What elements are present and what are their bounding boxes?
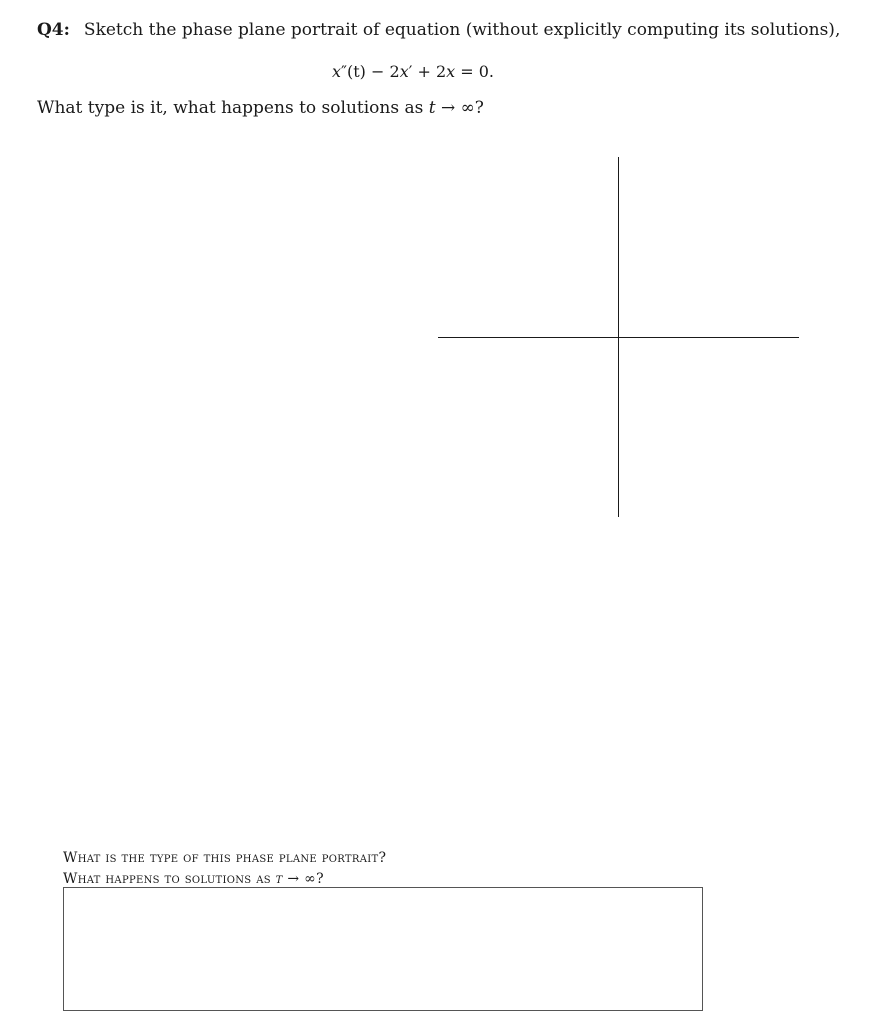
answer-prompt-limit — [63, 871, 324, 887]
eq-x-third: x — [446, 62, 456, 81]
eq-equals-zero: = 0. — [455, 62, 494, 81]
followup-text: What type is it, what happens to solutions as — [37, 98, 429, 118]
followup-t: t — [428, 98, 436, 118]
question-text: Sketch the phase plane portrait of equation (without explicitly computing its solutions), — [83, 20, 841, 40]
answer-prompt-type: What is the type of this phase plane portrait? — [63, 850, 387, 866]
question-label: Q4: — [37, 20, 70, 40]
eq-x-second: x — [399, 62, 409, 81]
eq-plus-two: + 2 — [412, 62, 447, 81]
followup-question — [37, 98, 484, 118]
eq-x: x — [331, 62, 342, 81]
question-line — [37, 20, 840, 40]
eq-double-prime: ″ — [341, 62, 347, 81]
eq-t-argument: (t) — [347, 62, 366, 81]
eq-minus-two: − 2 — [365, 62, 400, 81]
differential-equation — [0, 62, 826, 81]
answer-prompt-arrow: → ∞? — [282, 871, 324, 887]
eq-prime: ′ — [408, 62, 413, 81]
horizontal-axis — [438, 337, 799, 338]
answer-prompt-limit-text: What happens to solutions as — [63, 871, 276, 887]
answer-prompt-t: t — [275, 871, 283, 887]
followup-limit: → ∞? — [435, 98, 484, 118]
answer-box[interactable] — [63, 887, 703, 1011]
